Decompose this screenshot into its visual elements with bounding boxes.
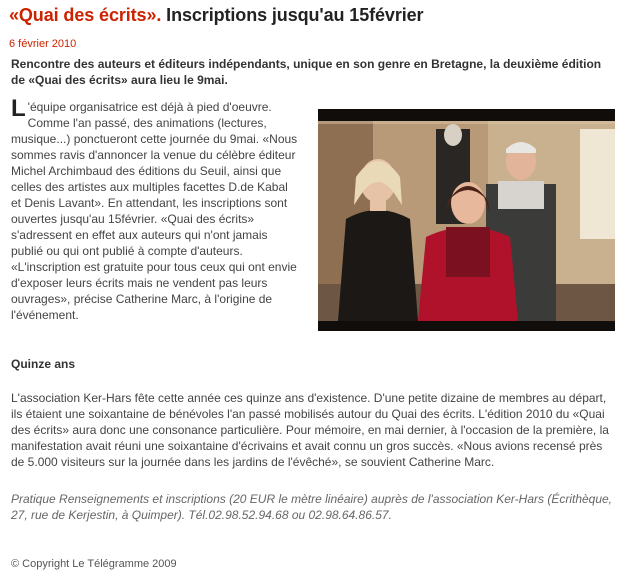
body-paragraph: L'association Ker-Hars fête cette année ces quinze ans d'existence. D'une petite dizaine de membres au départ, ils étaient une soixantaine de bénévoles l'an passé mobilisés autour du Quai des écrits. L'édition 2010 du «Quai des écrits» aura donc une consonance particulière. Pour mémoire, en mai dernier, à l'occasion de la première, la manifestation avait réuni une soixantaine d'écrivains et avait connu un gros succès. «Nous avions recensé près de 5.000 visiteurs sur la journée dans les jardins de l'évêché», se souvient Catherine Marc. [11,391,609,469]
title-accent: «Quai des écrits». [9,5,162,25]
article-date: 6 février 2010 [9,38,77,50]
photo-illustration [318,109,615,331]
copyright-footer: © Copyright Le Télégramme 2009 [11,558,177,570]
intro-paragraph [11,95,301,323]
practical-info: Pratique Renseignements et inscriptions (20 EUR le mètre linéaire) auprès de l'association Ker-Hars (Écrithèque, 27, rue de Kerjestin, à Quimper). Tél.02.98.52.94.68 ou 02.98.64.86.57. [11,492,613,522]
intro-text: 'équipe organisatrice est déjà à pied d'oeuvre. Comme l'an passé, des animations (lectures, musique...) ponctueront cette journée du 9mai. «Nous sommes ravis d'annoncer la venue du célèbre éditeur Michel Archimbaud des éditions du Seuil, ainsi que celles des artistes aux multiples facettes D.de Kabal et Denis Lavant». En attendant, les inscriptions sont ouvertes jusqu'au 15février. «Quai des écrits» s'adressent en effet aux auteurs qui n'ont jamais publié ou qui ont publié à compte d'auteurs. «L'inscription est gratuite pour tous ceux qui ont envie d'exposer leurs écrits mais ne vendent pas leurs ouvrages», précise Catherine Marc, à l'origine de l'événement. [11,100,298,322]
section-subheading: Quinze ans [11,357,76,371]
article-title [9,5,423,26]
article-lead: Rencontre des auteurs et éditeurs indépendants, unique en son genre en Bretagne, la deuxième édition de «Quai des écrits» aura lieu le 9mai. [11,57,602,87]
title-rest: Inscriptions jusqu'au 15février [161,5,424,25]
dropcap: L [11,95,26,122]
article-photo [318,109,615,331]
